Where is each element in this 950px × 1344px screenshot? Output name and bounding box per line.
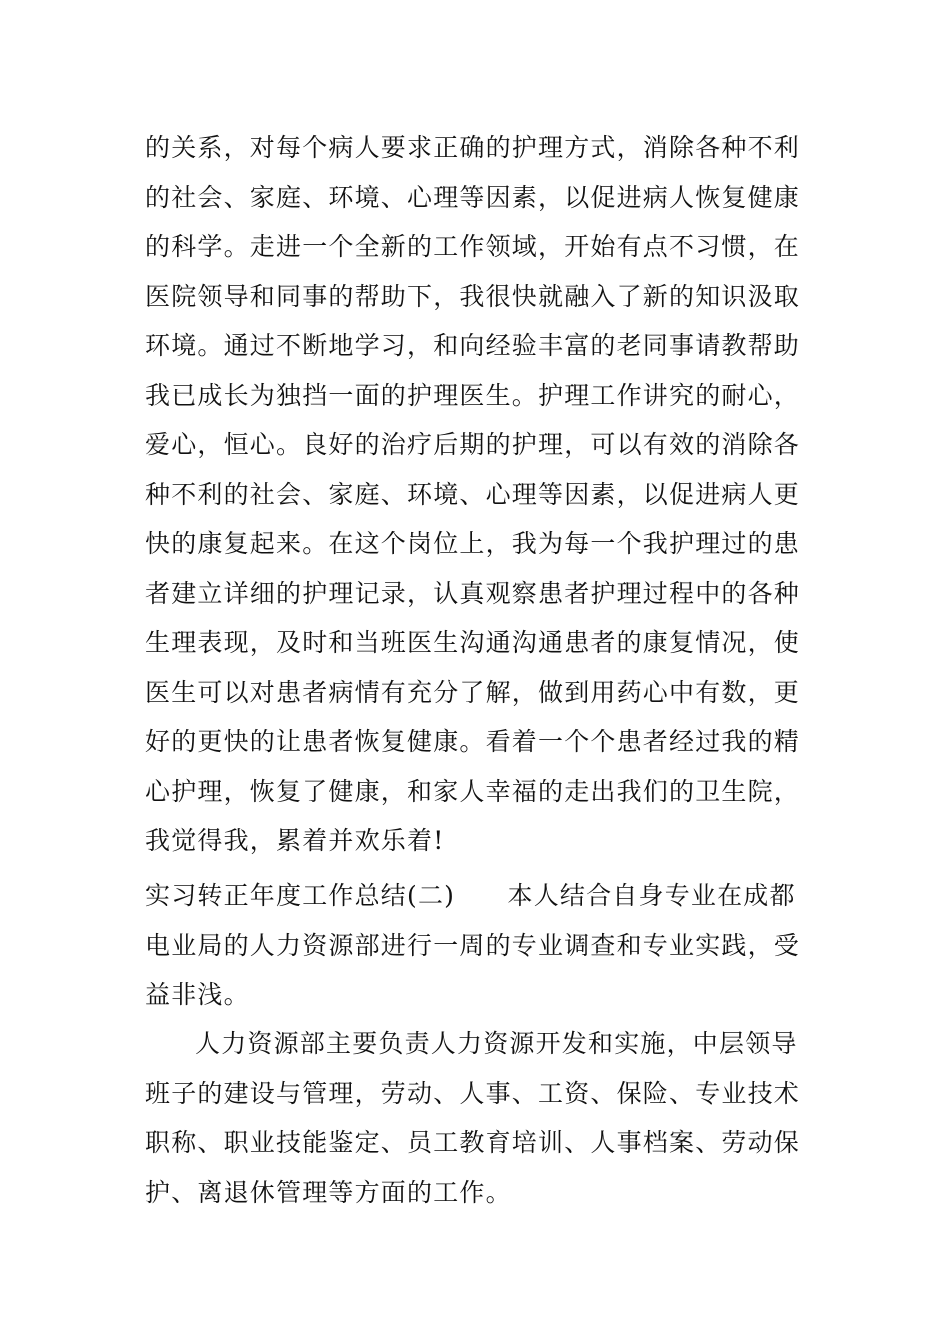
text-line: 我已成长为独挡一面的护理医生。护理工作讲究的耐心， bbox=[145, 380, 801, 410]
text-line: 爱心，恒心。良好的治疗后期的护理，可以有效的消除各 bbox=[145, 430, 801, 459]
text-line: 职称、职业技能鉴定、员工教育培训、人事档案、劳动保 bbox=[145, 1128, 801, 1157]
text-line: 的社会、家庭、环境、心理等因素，以促进病人恢复健康 bbox=[145, 182, 801, 212]
text-line: 生理表现，及时和当班医生沟通沟通患者的康复情况，使 bbox=[145, 628, 801, 657]
text-line: 医生可以对患者病情有充分了解，做到用药心中有数，更 bbox=[145, 677, 801, 707]
text-line: 种不利的社会、家庭、环境、心理等因素，以促进病人更 bbox=[145, 479, 801, 509]
text-line: 益非浅。 bbox=[145, 980, 250, 1009]
text-line: 者建立详细的护理记录，认真观察患者护理过程中的各种 bbox=[145, 578, 801, 608]
text-line: 好的更快的让患者恢复健康。看着一个个患者经过我的精 bbox=[145, 727, 801, 756]
text-line: 医院领导和同事的帮助下，我很快就融入了新的知识汲取 bbox=[145, 281, 801, 311]
text-line: 快的康复起来。在这个岗位上，我为每一个我护理过的患 bbox=[145, 529, 801, 558]
section-heading-line: 实习转正年度工作总结(二) 本人结合自身专业在成都 bbox=[145, 881, 796, 910]
text-line: 我觉得我，累着并欢乐着! bbox=[145, 826, 445, 855]
text-line: 的科学。走进一个全新的工作领域，开始有点不习惯，在 bbox=[145, 232, 801, 261]
text-line: 护、离退休管理等方面的工作。 bbox=[145, 1177, 512, 1207]
text-line: 的关系，对每个病人要求正确的护理方式，消除各种不利 bbox=[145, 133, 801, 162]
text-line: 电业局的人力资源部进行一周的专业调查和专业实践，受 bbox=[145, 930, 801, 960]
text-line: 人力资源部主要负责人力资源开发和实施，中层领导 bbox=[195, 1029, 798, 1058]
text-line: 环境。通过不断地学习，和向经验丰富的老同事请教帮助 bbox=[145, 331, 801, 360]
text-line: 班子的建设与管理，劳动、人事、工资、保险、专业技术 bbox=[145, 1078, 801, 1108]
text-line: 心护理，恢复了健康，和家人幸福的走出我们的卫生院， bbox=[145, 776, 801, 806]
